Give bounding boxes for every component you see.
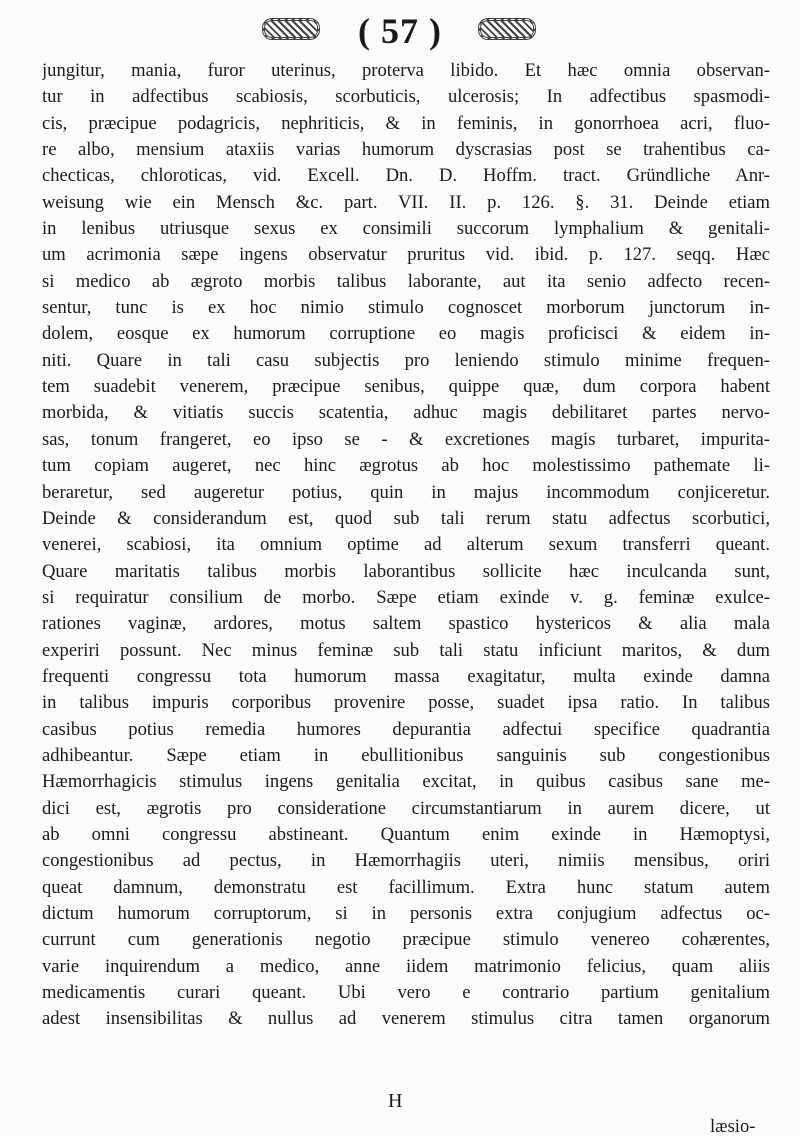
text-line: Quare maritatis talibus morbis laborantibus sollicite hæc inculcanda sunt, [42,560,770,582]
text-line: si medico ab ægroto morbis talibus laborante, aut ita senio adfecto recen- [42,270,770,292]
ornament-left-icon [262,18,320,40]
text-line: morbida, & vitiatis succis scatentia, adhuc magis debilitaret partes nervo- [42,402,770,424]
text-line: medicamentis curari queant. Ubi vero e contrario partium genitalium [42,982,770,1004]
text-line: jungitur, mania, furor uterinus, proterva libido. Et hæc omnia observan- [42,60,770,81]
text-line: ab omni congressu abstineant. Quantum enim exinde in Hæmoptysi, [42,823,770,845]
text-line: dictum humorum corruptorum, si in personis extra conjugium adfectus oc- [42,903,770,924]
text-line: sas, tonum frangeret, eo ipso se - & excretiones magis turbaret, impurita- [42,428,770,450]
page-number: ( 57 ) [358,11,442,51]
text-line: cis, præcipue podagricis, nephriticis, & in feminis, in gonorrhoea acri, fluo- [42,112,770,134]
text-line: dici est, ægrotis pro consideratione circumstantiarum in aurem dicere, ut [42,797,770,819]
page-header [0,8,800,52]
text-line: rationes vaginæ, ardores, motus saltem spastico hystericos & alia mala [42,613,770,635]
text-line: Hæmorrhagicis stimulus ingens genitalia excitat, in quibus casibus sane me- [42,771,770,793]
text-line: queat damnum, demonstratu est facillimum. Extra hunc statum autem [42,876,770,898]
text-line: re albo, mensium ataxiis varias humorum dyscrasias post se trahentibus ca- [42,139,770,161]
text-line: currunt cum generationis negotio præcipue stimulo venereo cohærentes, [42,929,770,951]
text-line: sentur, tunc is ex hoc nimio stimulo cognoscet morborum junctorum in- [42,297,770,319]
ornament-right-icon [478,18,536,40]
signature-mark: H [388,1090,403,1112]
catchword: læsio- [710,1116,756,1137]
text-line: congestionibus ad pectus, in Hæmorrhagiis uteri, nimiis mensibus, oriri [42,850,770,872]
text-line: tur in adfectibus scabiosis, scorbuticis, ulcerosis; In adfectibus spasmodi- [42,86,770,108]
text-line: casibus potius remedia humores depurantia adfectui specifice quadrantia [42,718,770,740]
text-line: in lenibus utriusque sexus ex consimili succorum lymphalium & genitali- [42,218,770,240]
text-line: frequenti congressu tota humorum massa exagitatur, multa exinde damna [42,665,770,687]
text-line: dolem, eosque ex humorum corruptione eo magis proficisci & eidem in- [42,323,770,345]
text-line: adhibeantur. Sæpe etiam in ebullitionibus sanguinis sub congestionibus [42,744,770,766]
text-line: si requiratur consilium de morbo. Sæpe etiam exinde v. g. feminæ exulce- [42,586,770,608]
text-line: in talibus impuris corporibus provenire posse, suadet ipsa ratio. In talibus [42,692,770,714]
text-line: um acrimonia sæpe ingens observatur pruritus vid. ibid. p. 127. seqq. Hæc [42,244,770,266]
body-text [42,58,770,1033]
text-line: beraretur, sed augeretur potius, quin in majus incommodum conjiceretur. [42,481,770,503]
text-line: weisung wie ein Mensch &c. part. VII. II. p. 126. §. 31. Deinde etiam [42,191,770,213]
text-line: checticas, chloroticas, vid. Excell. Dn. D. Hoffm. tract. Gründliche Anr- [42,165,770,187]
text-line: tem suadebit venerem, præcipue senibus, quippe quæ, dum corpora habent [42,376,770,398]
text-line: tum copiam augeret, nec hinc ægrotus ab hoc molestissimo pathemate li- [42,455,770,477]
text-line: venerei, scabiosi, ita omnium optime ad alterum sexum transferri queant. [42,534,770,556]
text-line: varie inquirendum a medico, anne iidem matrimonio felicius, quam aliis [42,955,770,977]
text-line: adest insensibilitas & nullus ad venerem stimulus citra tamen organorum [42,1008,770,1030]
text-line: niti. Quare in tali casu subjectis pro leniendo stimulo minime frequen- [42,349,770,371]
text-line: Deinde & considerandum est, quod sub tali rerum statu adfectus scorbutici, [42,507,770,529]
text-line: experiri possunt. Nec minus feminæ sub tali statu inficiunt maritos, & dum [42,639,770,661]
